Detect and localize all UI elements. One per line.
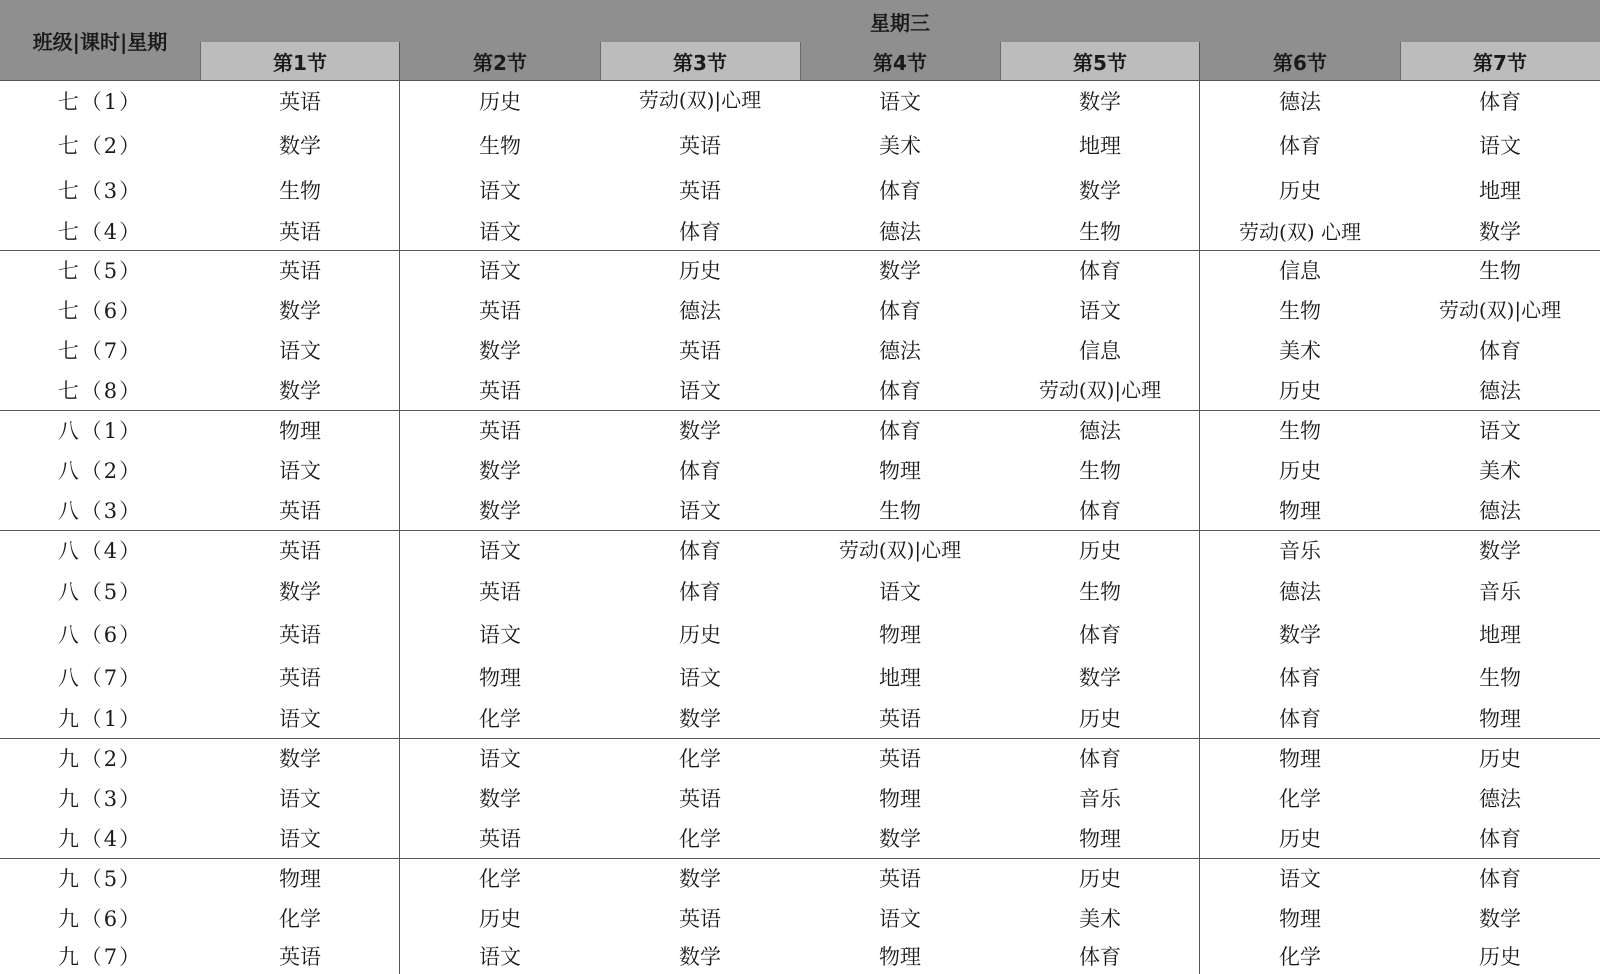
subject-cell[interactable]: 英语: [279, 90, 321, 114]
table-row: [0, 738, 1600, 778]
subject-cell[interactable]: 数学: [679, 945, 721, 969]
table-row: [0, 698, 1600, 738]
subject-cell[interactable]: 体育: [679, 539, 721, 563]
row-group-divider: [0, 530, 1600, 531]
subject-cell[interactable]: 地理: [1479, 179, 1521, 203]
subject-cell[interactable]: 语文: [679, 379, 721, 403]
class-name-cell[interactable]: 七（1）: [57, 90, 143, 114]
table-row: [0, 778, 1600, 818]
subject-cell[interactable]: 语文: [279, 787, 321, 811]
column-divider: [1199, 42, 1200, 974]
subject-cell[interactable]: 历史: [1279, 459, 1321, 483]
column-divider: [399, 42, 400, 974]
subject-cell[interactable]: 德法: [1279, 90, 1321, 114]
class-name-cell[interactable]: 七（8）: [57, 379, 143, 403]
class-name-cell[interactable]: 八（6）: [57, 622, 143, 647]
subject-cell[interactable]: 体育: [1279, 665, 1321, 690]
table-row: [0, 898, 1600, 938]
row-group-divider: [0, 250, 1600, 251]
table-row: [0, 250, 1600, 290]
subject-cell[interactable]: 语文: [1479, 419, 1521, 443]
table-row: [0, 290, 1600, 330]
subject-cell[interactable]: 语文: [479, 539, 521, 563]
table-row: [0, 612, 1600, 655]
subject-cell[interactable]: 数学: [679, 867, 721, 891]
subject-cell[interactable]: 英语: [479, 827, 521, 851]
subject-cell[interactable]: 英语: [679, 134, 721, 158]
subject-cell[interactable]: 英语: [279, 665, 321, 690]
subject-cell[interactable]: 数学: [479, 787, 521, 811]
subject-cell[interactable]: 德法: [1279, 580, 1321, 604]
subject-cell[interactable]: 语文: [479, 179, 521, 203]
subject-cell[interactable]: 生物: [1279, 299, 1321, 323]
period-header-divider: [1000, 42, 1001, 80]
subject-cell[interactable]: 数学: [879, 827, 921, 851]
subject-cell[interactable]: 化学: [279, 907, 321, 931]
subject-cell[interactable]: 历史: [1279, 179, 1321, 203]
class-name-cell[interactable]: 七（4）: [57, 220, 143, 244]
subject-cell[interactable]: 生物: [1079, 220, 1121, 244]
class-name-cell[interactable]: 九（4）: [57, 827, 143, 851]
subject-cell[interactable]: 历史: [1479, 747, 1521, 771]
subject-cell[interactable]: 英语: [679, 787, 721, 811]
subject-cell[interactable]: 体育: [679, 459, 721, 483]
period-header-5[interactable]: 第5节: [1000, 42, 1200, 80]
period-header-3[interactable]: 第3节: [600, 42, 800, 80]
period-header-divider: [600, 42, 601, 80]
subject-cell[interactable]: 数学: [279, 134, 321, 158]
class-name-cell[interactable]: 九（1）: [57, 707, 143, 731]
subject-cell[interactable]: 数学: [679, 707, 721, 731]
subject-cell[interactable]: 劳动(双)|心理: [838, 538, 962, 562]
table-row: [0, 490, 1600, 530]
subject-cell[interactable]: 语文: [1279, 867, 1321, 891]
subject-cell[interactable]: 劳动(双) 心理: [1239, 220, 1361, 244]
subject-cell[interactable]: 英语: [879, 867, 921, 891]
subject-cell[interactable]: 劳动(双)|心理: [1038, 378, 1162, 402]
subject-cell[interactable]: 体育: [679, 220, 721, 244]
subject-cell[interactable]: 体育: [1079, 622, 1121, 647]
table-row: [0, 530, 1600, 570]
subject-cell[interactable]: 语文: [479, 622, 521, 647]
subject-cell[interactable]: 物理: [1279, 747, 1321, 771]
subject-cell[interactable]: 物理: [479, 665, 521, 690]
subject-cell[interactable]: 化学: [1279, 945, 1321, 969]
class-name-cell[interactable]: 九（2）: [57, 747, 143, 771]
subject-cell[interactable]: 数学: [1479, 539, 1521, 563]
subject-cell[interactable]: 物理: [1279, 499, 1321, 523]
class-name-cell[interactable]: 八（5）: [57, 580, 143, 604]
subject-cell[interactable]: 英语: [279, 945, 321, 969]
class-name-cell[interactable]: 九（6）: [57, 907, 143, 931]
subject-cell[interactable]: 德法: [879, 220, 921, 244]
subject-cell[interactable]: 美术: [879, 134, 921, 158]
subject-cell[interactable]: 地理: [879, 665, 921, 690]
subject-cell[interactable]: 音乐: [1279, 539, 1321, 563]
subject-cell[interactable]: 英语: [279, 539, 321, 563]
subject-cell[interactable]: 地理: [1079, 134, 1121, 158]
subject-cell[interactable]: 生物: [279, 179, 321, 203]
subject-cell[interactable]: 历史: [1279, 827, 1321, 851]
subject-cell[interactable]: 英语: [279, 499, 321, 523]
subject-cell[interactable]: 体育: [1079, 499, 1121, 523]
period-header-1[interactable]: 第1节: [200, 42, 400, 80]
subject-cell[interactable]: 体育: [1479, 867, 1521, 891]
corner-header-cell[interactable]: 班级|课时|星期: [32, 29, 168, 54]
subject-cell[interactable]: 历史: [1079, 539, 1121, 563]
subject-cell[interactable]: 生物: [1079, 459, 1121, 483]
subject-cell[interactable]: 数学: [279, 299, 321, 323]
subject-cell[interactable]: 化学: [679, 747, 721, 771]
subject-cell[interactable]: 数学: [279, 379, 321, 403]
subject-cell[interactable]: 化学: [479, 707, 521, 731]
subject-cell[interactable]: 德法: [879, 339, 921, 363]
table-row: [0, 450, 1600, 490]
subject-cell[interactable]: 生物: [479, 134, 521, 158]
subject-cell[interactable]: 英语: [479, 580, 521, 604]
subject-cell[interactable]: 物理: [279, 419, 321, 443]
subject-cell[interactable]: 语文: [279, 707, 321, 731]
subject-cell[interactable]: 数学: [1479, 907, 1521, 931]
table-row: [0, 122, 1600, 168]
subject-cell[interactable]: 英语: [479, 379, 521, 403]
subject-cell[interactable]: 德法: [1479, 499, 1521, 523]
subject-cell[interactable]: 音乐: [1479, 580, 1521, 604]
subject-cell[interactable]: 数学: [1079, 665, 1121, 690]
class-name-cell[interactable]: 七（2）: [57, 134, 143, 158]
subject-cell[interactable]: 数学: [679, 419, 721, 443]
class-name-cell[interactable]: 七（5）: [57, 259, 143, 283]
class-name-cell[interactable]: 七（3）: [57, 179, 143, 203]
subject-cell[interactable]: 语文: [879, 580, 921, 604]
class-name-cell[interactable]: 九（5）: [57, 867, 143, 891]
subject-cell[interactable]: 英语: [279, 259, 321, 283]
class-name-cell[interactable]: 八（3）: [57, 499, 143, 523]
subject-cell[interactable]: 物理: [1079, 827, 1121, 851]
subject-cell[interactable]: 德法: [1479, 787, 1521, 811]
subject-cell[interactable]: 化学: [479, 867, 521, 891]
table-row: [0, 330, 1600, 370]
subject-cell[interactable]: 德法: [679, 299, 721, 323]
subject-cell[interactable]: 体育: [1479, 90, 1521, 114]
subject-cell[interactable]: 语文: [279, 827, 321, 851]
table-row: [0, 212, 1600, 250]
subject-cell[interactable]: 体育: [879, 379, 921, 403]
period-header-divider: [200, 42, 201, 80]
subject-cell[interactable]: 劳动(双)|心理: [1438, 298, 1562, 322]
subject-cell[interactable]: 语文: [279, 459, 321, 483]
day-header-cell[interactable]: 星期三: [870, 10, 930, 35]
subject-cell[interactable]: 物理: [879, 945, 921, 969]
class-name-cell[interactable]: 七（6）: [57, 299, 143, 323]
header-bottom-line: [0, 80, 1600, 81]
subject-cell[interactable]: 语文: [1079, 299, 1121, 323]
subject-cell[interactable]: 数学: [1279, 622, 1321, 647]
subject-cell[interactable]: 生物: [879, 499, 921, 523]
subject-cell[interactable]: 德法: [1079, 419, 1121, 443]
subject-cell[interactable]: 数学: [479, 459, 521, 483]
subject-cell[interactable]: 体育: [1079, 259, 1121, 283]
class-name-cell[interactable]: 七（7）: [57, 339, 143, 363]
subject-cell[interactable]: 数学: [879, 259, 921, 283]
subject-cell[interactable]: 历史: [1079, 867, 1121, 891]
subject-cell[interactable]: 美术: [1279, 339, 1321, 363]
subject-cell[interactable]: 德法: [1479, 379, 1521, 403]
subject-cell[interactable]: 语文: [479, 220, 521, 244]
class-name-cell[interactable]: 九（3）: [57, 787, 143, 811]
table-row: [0, 938, 1600, 974]
subject-cell[interactable]: 体育: [679, 580, 721, 604]
class-name-cell[interactable]: 八（7）: [57, 665, 143, 690]
subject-cell[interactable]: 物理: [1479, 707, 1521, 731]
subject-cell[interactable]: 生物: [1479, 665, 1521, 690]
subject-cell[interactable]: 体育: [1279, 134, 1321, 158]
table-row: [0, 410, 1600, 450]
subject-cell[interactable]: 历史: [679, 259, 721, 283]
subject-cell[interactable]: 体育: [1479, 339, 1521, 363]
table-row: [0, 570, 1600, 612]
subject-cell[interactable]: 生物: [1279, 419, 1321, 443]
subject-cell[interactable]: 英语: [679, 907, 721, 931]
table-row: [0, 858, 1600, 898]
subject-cell[interactable]: 数学: [1079, 90, 1121, 114]
subject-cell[interactable]: 化学: [1279, 787, 1321, 811]
subject-cell[interactable]: 信息: [1279, 259, 1321, 283]
subject-cell[interactable]: 语文: [479, 747, 521, 771]
subject-cell[interactable]: 物理: [1279, 907, 1321, 931]
table-row: [0, 655, 1600, 698]
subject-cell[interactable]: 语文: [1479, 134, 1521, 158]
subject-cell[interactable]: 数学: [479, 499, 521, 523]
subject-cell[interactable]: 历史: [1279, 379, 1321, 403]
class-name-cell[interactable]: 八（1）: [57, 419, 143, 443]
row-group-divider: [0, 410, 1600, 411]
subject-cell[interactable]: 英语: [279, 622, 321, 647]
subject-cell[interactable]: 英语: [479, 419, 521, 443]
subject-cell[interactable]: 语文: [479, 259, 521, 283]
subject-cell[interactable]: 语文: [279, 339, 321, 363]
subject-cell[interactable]: 信息: [1079, 339, 1121, 363]
subject-cell[interactable]: 英语: [279, 220, 321, 244]
subject-cell[interactable]: 劳动(双)|心理: [638, 88, 762, 112]
subject-cell[interactable]: 语文: [879, 907, 921, 931]
subject-cell[interactable]: 语文: [879, 90, 921, 114]
subject-cell[interactable]: 物理: [879, 622, 921, 647]
period-header-7[interactable]: 第7节: [1400, 42, 1600, 80]
subject-cell[interactable]: 历史: [679, 622, 721, 647]
subject-cell[interactable]: 物理: [279, 867, 321, 891]
subject-cell[interactable]: 语文: [479, 945, 521, 969]
class-name-cell[interactable]: 九（7）: [57, 945, 143, 969]
subject-cell[interactable]: 物理: [879, 459, 921, 483]
subject-cell[interactable]: 体育: [1279, 707, 1321, 731]
subject-cell[interactable]: 数学: [1079, 179, 1121, 203]
subject-cell[interactable]: 数学: [279, 747, 321, 771]
subject-cell[interactable]: 英语: [479, 299, 521, 323]
row-group-divider: [0, 858, 1600, 859]
subject-cell[interactable]: 历史: [479, 907, 521, 931]
subject-cell[interactable]: 美术: [1079, 907, 1121, 931]
class-name-cell[interactable]: 八（2）: [57, 459, 143, 483]
subject-cell[interactable]: 语文: [679, 665, 721, 690]
subject-cell[interactable]: 生物: [1079, 580, 1121, 604]
subject-cell[interactable]: 英语: [679, 179, 721, 203]
subject-cell[interactable]: 历史: [1479, 945, 1521, 969]
period-header-2[interactable]: 第2节: [400, 42, 600, 80]
subject-cell[interactable]: 体育: [879, 299, 921, 323]
table-row: [0, 370, 1600, 410]
subject-cell[interactable]: 体育: [1079, 747, 1121, 771]
subject-cell[interactable]: 数学: [279, 580, 321, 604]
period-header-divider: [1400, 42, 1401, 80]
subject-cell[interactable]: 体育: [879, 419, 921, 443]
subject-cell[interactable]: 英语: [879, 747, 921, 771]
table-row: [0, 168, 1600, 212]
subject-cell[interactable]: 历史: [479, 90, 521, 114]
table-row: [0, 80, 1600, 122]
period-header-4[interactable]: 第4节: [800, 42, 1000, 80]
subject-cell[interactable]: 生物: [1479, 259, 1521, 283]
subject-cell[interactable]: 语文: [679, 499, 721, 523]
subject-cell[interactable]: 体育: [1079, 945, 1121, 969]
subject-cell[interactable]: 美术: [1479, 459, 1521, 483]
subject-cell[interactable]: 音乐: [1079, 787, 1121, 811]
table-row: [0, 818, 1600, 858]
period-header-6[interactable]: 第6节: [1200, 42, 1400, 80]
subject-cell[interactable]: 英语: [679, 339, 721, 363]
subject-cell[interactable]: 物理: [879, 787, 921, 811]
class-name-cell[interactable]: 八（4）: [57, 539, 143, 563]
subject-cell[interactable]: 体育: [1479, 827, 1521, 851]
subject-cell[interactable]: 化学: [679, 827, 721, 851]
subject-cell[interactable]: 历史: [1079, 707, 1121, 731]
row-group-divider: [0, 738, 1600, 739]
subject-cell[interactable]: 数学: [479, 339, 521, 363]
subject-cell[interactable]: 英语: [879, 707, 921, 731]
subject-cell[interactable]: 数学: [1479, 220, 1521, 244]
period-header-divider: [800, 42, 801, 80]
subject-cell[interactable]: 地理: [1479, 622, 1521, 647]
subject-cell[interactable]: 体育: [879, 179, 921, 203]
